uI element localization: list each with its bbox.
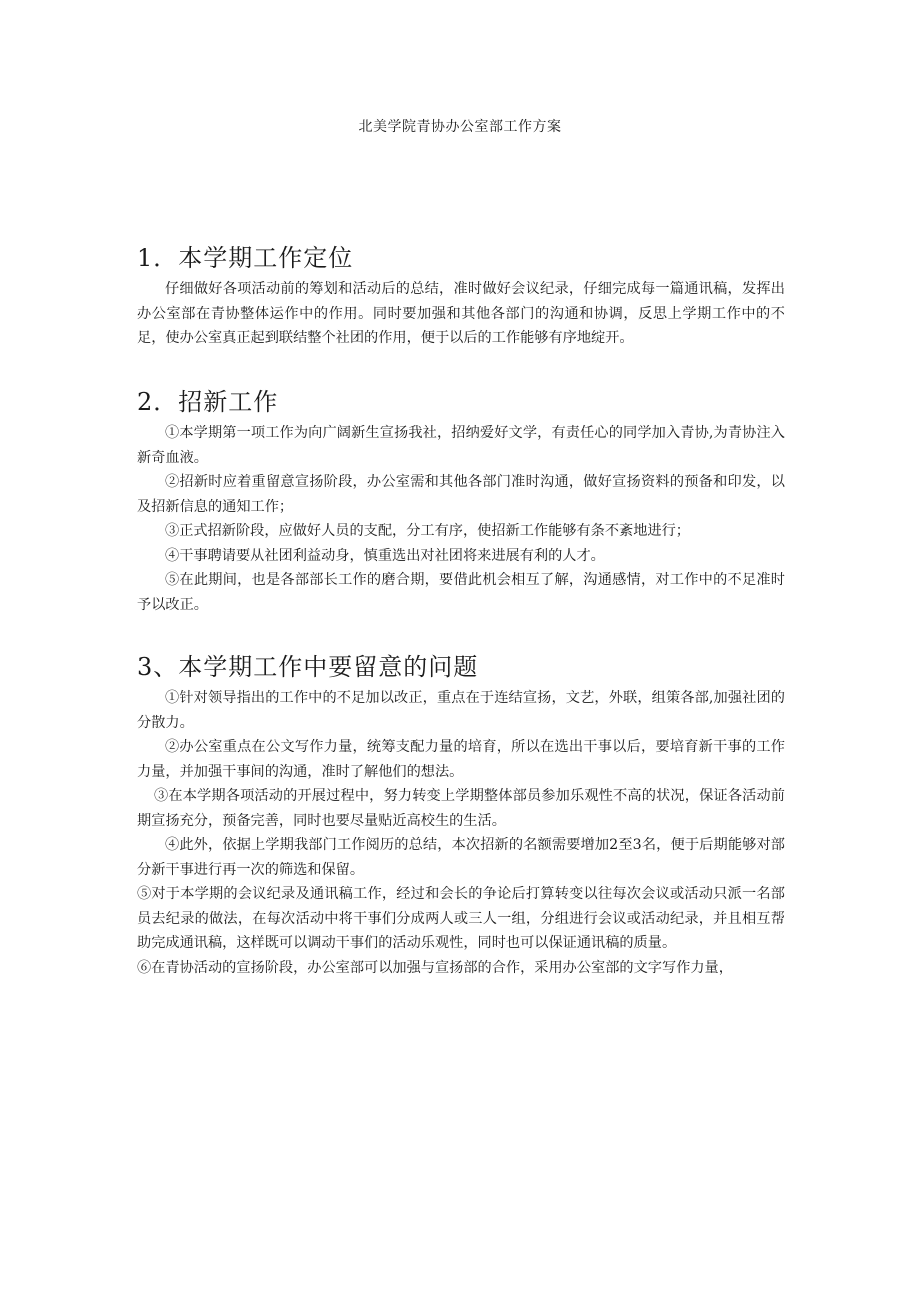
paragraph: ③在本学期各项活动的开展过程中，努力转变上学期整体部员参加乐观性不高的状况，保证各活动前期宣扬充分，预备完善，同时也要尽量贴近高校生的生活。 bbox=[137, 788, 785, 829]
paragraph: ⑤在此期间，也是各部部长工作的磨合期，要借此机会相互了解，沟通感情，对工作中的不足准时予以改正。 bbox=[137, 572, 785, 613]
section-issues bbox=[137, 652, 785, 980]
paragraph: ⑤对于本学期的会议纪录及通讯稿工作，经过和会长的争论后打算转变以往每次会议或活动只派一名部员去纪录的做法，在每次活动中将干事们分成两人或三人一组，分组进行会议或活动纪录，并且相互帮助完成通讯稿，这样既可以调动干事们的活动乐观性，同时也可以保证通讯稿的质量。 bbox=[137, 886, 785, 951]
paragraph: ①本学期第一项工作为向广阔新生宣扬我社，招纳爱好文学，有责任心的同学加入青协,为青协注入新奇血液。 bbox=[137, 425, 785, 466]
paragraph: ⑥在青协活动的宣扬阶段，办公室部可以加强与宣扬部的合作，采用办公室部的文字写作力量， bbox=[137, 959, 733, 976]
paragraph: 仔细做好各项活动前的筹划和活动后的总结，准时做好会议纪录，仔细完成每一篇通讯稿，发挥出办公室部在青协整体运作中的作用。同时要加强和其他各部门的沟通和协调，反思上学期工作中的不足，使办公室真正起到联结整个社团的作用，便于以后的工作能够有序地绽开。 bbox=[137, 281, 785, 346]
paragraph: ③正式招新阶段，应做好人员的支配，分工有序，使招新工作能够有条不紊地进行； bbox=[165, 523, 690, 539]
section-heading: 3、本学期工作中要留意的问题 bbox=[137, 653, 479, 681]
section-work-positioning bbox=[137, 243, 785, 351]
section-heading: 2．招新工作 bbox=[137, 388, 279, 416]
paragraph: ②招新时应着重留意宣扬阶段，办公室需和其他各部门准时沟通，做好宣扬资料的预备和印发，以及招新信息的通知工作； bbox=[137, 474, 785, 515]
section-heading: 1．本学期工作定位 bbox=[137, 244, 354, 272]
paragraph: ④此外，依据上学期我部门工作阅历的总结，本次招新的名额需要增加2至3名，便于后期能够对部分新干事进行再一次的筛选和保留。 bbox=[137, 837, 785, 878]
paragraph: ①针对领导指出的工作中的不足加以改正，重点在于连结宣扬，文艺，外联，组策各部,加强社团的分散力。 bbox=[137, 690, 785, 731]
paragraph: ②办公室重点在公文写作力量，统筹支配力量的培育，所以在选出干事以后，要培育新干事的工作力量，并加强干事间的沟通，准时了解他们的想法。 bbox=[137, 739, 785, 780]
document-title: 北美学院青协办公室部工作方案 bbox=[358, 119, 562, 135]
section-recruitment bbox=[137, 387, 785, 617]
paragraph: ④干事聘请要从社团利益动身，慎重选出对社团将来进展有利的人才。 bbox=[165, 547, 605, 564]
